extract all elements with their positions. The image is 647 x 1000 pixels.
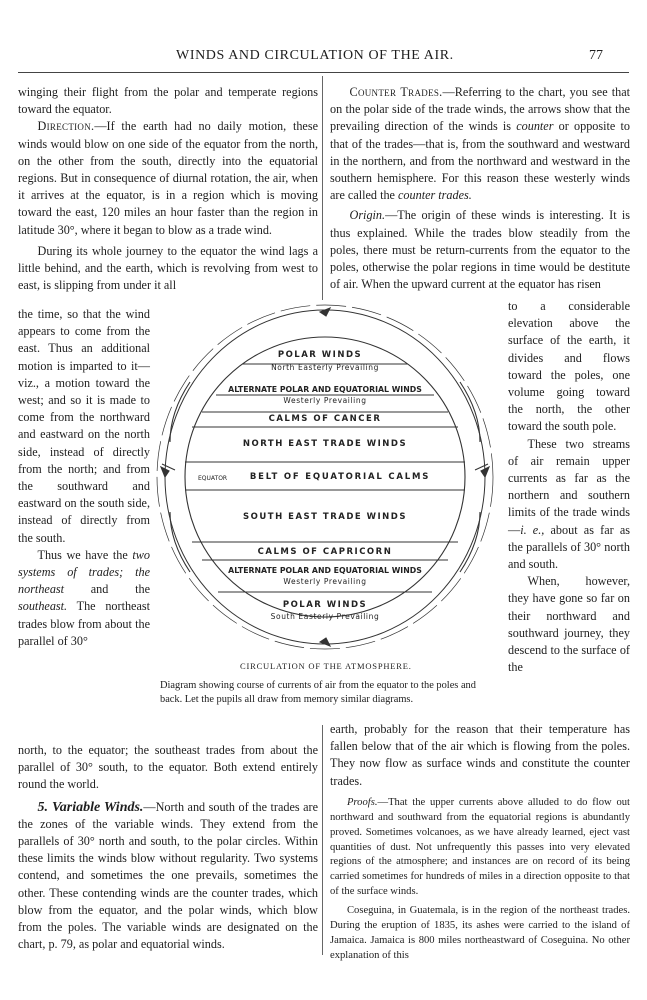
right-col-narrow — [508, 298, 630, 676]
page-number: 77 — [589, 48, 603, 63]
zone-9-sub: South Easterly Prevailing — [270, 612, 380, 621]
counter-b: counter — [516, 119, 554, 134]
left-col-top — [18, 84, 318, 294]
counter-d: counter trades. — [398, 188, 472, 203]
paragraph-proofs — [330, 796, 630, 900]
right-col-top — [330, 84, 630, 293]
zone-9-name: POLAR WINDS — [282, 600, 368, 610]
arrow-head-right — [481, 467, 489, 477]
paragraph-counter-trades — [330, 84, 630, 204]
heading-proofs: Proofs. — [346, 796, 378, 808]
equator-label: EQUATOR — [198, 475, 228, 482]
zone-2-name: ALTERNATE POLAR AND EQUATORIAL WINDS — [228, 385, 422, 394]
running-header — [0, 48, 647, 68]
paragraph-coseguina: Coseguina, in Guatemala, is in the region of the northeast trades. During the eruption of 1835, its ashes were carried to the island of Jamaica. Jamaica is 800 miles northeastward of Coseguina. No other explanation of this — [330, 905, 630, 961]
variable-text: —North and south of the trades are the zones of the variable winds. They extend from the parallels of 30° north and south, to the polar circles. Within these limits the winds blow without regularity. Two systems contend, and sometimes the one prevails, sometimes the other. These contending winds are the counter trades, which blow from the equator, and the polar winds, which blow from the poles. The variable winds are designated on the chart, p. 79, as polar and equatorial winds. — [18, 799, 318, 952]
streams-c: about as far as the parallels of 30° north and south. — [508, 522, 630, 572]
arrow-head-left — [161, 467, 169, 477]
right-col-bottom — [330, 721, 630, 964]
zone-3-name: CALMS OF CANCER — [268, 414, 382, 424]
paragraph-origin-cont: to a considerable elevation above the surface of the earth, it divides and flows toward the poles, one volume going toward the north, the other toward the south pole. — [508, 299, 630, 434]
heading-variable: 5. Variable Winds. — [37, 799, 144, 815]
paragraph-journey-cont: the time, so that the wind appears to come from the east. Thus an additional motion is imparted to it—viz., a motion toward the west; and so it is made to come from the northward and eastward on the north side, instead of directly from the north; and from the southward and eastward on the south side, instead of directly from the south. — [18, 307, 150, 545]
left-col-narrow — [18, 306, 150, 650]
heading-direction: Direction. — [37, 119, 95, 134]
arrow-head-top — [320, 308, 330, 316]
zone-labels — [228, 350, 430, 621]
two-systems-c: and the — [64, 582, 150, 597]
column-divider-top — [322, 76, 323, 300]
two-systems-b: two systems of trades; the northeast — [18, 547, 150, 597]
paragraph-origin — [330, 207, 630, 293]
arrow-head-bottom — [320, 638, 330, 646]
diagram-title: CIRCULATION OF THE ATMOSPHERE. — [240, 661, 412, 671]
streams-b: i. e., — [520, 522, 545, 537]
streams-a: These two streams of air remain upper currents as far as the northern and southern limits of the trade winds— — [508, 436, 630, 537]
zone-8-sub: Westerly Prevailing — [283, 577, 367, 586]
column-divider-bottom — [322, 725, 323, 955]
paragraph-journey-start: During its whole journey to the equator the wind lags a little behind, and the earth, which is revolving from west to east, is slipping from under it all — [18, 243, 318, 293]
zone-1-sub: North Easterly Prevailing — [271, 363, 379, 372]
heading-origin: Origin. — [349, 208, 386, 223]
paragraph-two-systems — [18, 547, 150, 650]
zone-7-name: CALMS OF CAPRICORN — [257, 547, 393, 557]
curve-sw — [170, 512, 190, 572]
zone-4-name: NORTH EAST TRADE WINDS — [242, 439, 408, 449]
zone-2-sub: Westerly Prevailing — [283, 396, 367, 405]
two-systems-d: southeast. — [18, 599, 68, 614]
paragraph-continued: winging their flight from the polar and temperate regions toward the equator. — [18, 85, 318, 117]
counter-a: —Referring to the chart, you see that on the polar side of the trade winds, the arrows show that the prevailing direction of the winds is — [330, 85, 630, 134]
direction-text: —If the earth had no daily motion, these winds would blow on one side of the equator from the north, on the other from the south, directly into the equatorial regions. But in consequence of diurnal rotation, the air, when it arrives at the equator, is in a region which is moving toward the east, 120 miles an hour faster than the region in latitude 30°, where it began to blow as a trade wind. — [18, 119, 318, 237]
paragraph-direction — [18, 118, 318, 238]
curve-se — [460, 512, 480, 572]
zone-1-name: POLAR WINDS — [277, 350, 363, 360]
diagram-caption: Diagram showing course of currents of air from the equator to the poles and back. Let the pupils all draw from memory similar diagrams. — [160, 680, 476, 705]
paragraph-variable — [18, 799, 318, 954]
circulation-diagram — [150, 302, 500, 662]
origin-text: —The origin of these winds is interesting. It is thus explained. While the trades blow steadily from the poles, there must be return-currents from the equator to the poles, otherwise the polar regions in time would be destitute of air. When the upward current at the equator has risen — [330, 208, 630, 292]
heading-counter-trades: Counter Trades. — [349, 85, 443, 99]
two-systems-e: The northeast trades blow from about the parallel of 30° — [18, 599, 150, 648]
zone-6-name: SOUTH EAST TRADE WINDS — [243, 512, 407, 522]
header-rule — [18, 72, 629, 73]
zone-5-name: BELT OF EQUATORIAL CALMS — [249, 472, 431, 482]
paragraph-when-tail: earth, probably for the reason that their temperature has fallen below that of the air which is flowing from the poles. They now flow as surface winds and constitute the counter trades. — [330, 722, 630, 788]
paragraph-two-systems-tail: north, to the equator; the southeast trades from about the parallel of 30° south, to the equator. Both extend entirely round the world. — [18, 743, 318, 792]
zone-8-name: ALTERNATE POLAR AND EQUATORIAL WINDS — [228, 566, 422, 575]
paragraph-streams — [508, 436, 630, 574]
curve-ne — [460, 382, 480, 442]
counter-c: or opposite to that of the trades—that is, from the southward and westward in the northern, and from the northward and westward in the southern hemisphere. For this reason these westerly winds are called the — [330, 119, 630, 203]
left-col-bottom — [18, 742, 318, 953]
proofs-text: —That the upper currents above alluded to do flow out northward and southward from the equatorial regions is abundantly proved. Sometimes volcanoes, as we have already learned, eject vast quantities of dust. Not unfrequently this passes into very elevated regions of the atmosphere; and instances are on record of its being carried sometimes for hundreds of miles in a direction opposite to that of the surface winds. — [330, 796, 630, 898]
curve-nw — [170, 382, 190, 442]
running-title: WINDS AND CIRCULATION OF THE AIR. — [176, 48, 454, 63]
two-systems-a: Thus we have the — [37, 547, 133, 562]
paragraph-when: When, however, they have gone so far on their northward and southward journey, they descend to the surface of the — [508, 574, 630, 675]
